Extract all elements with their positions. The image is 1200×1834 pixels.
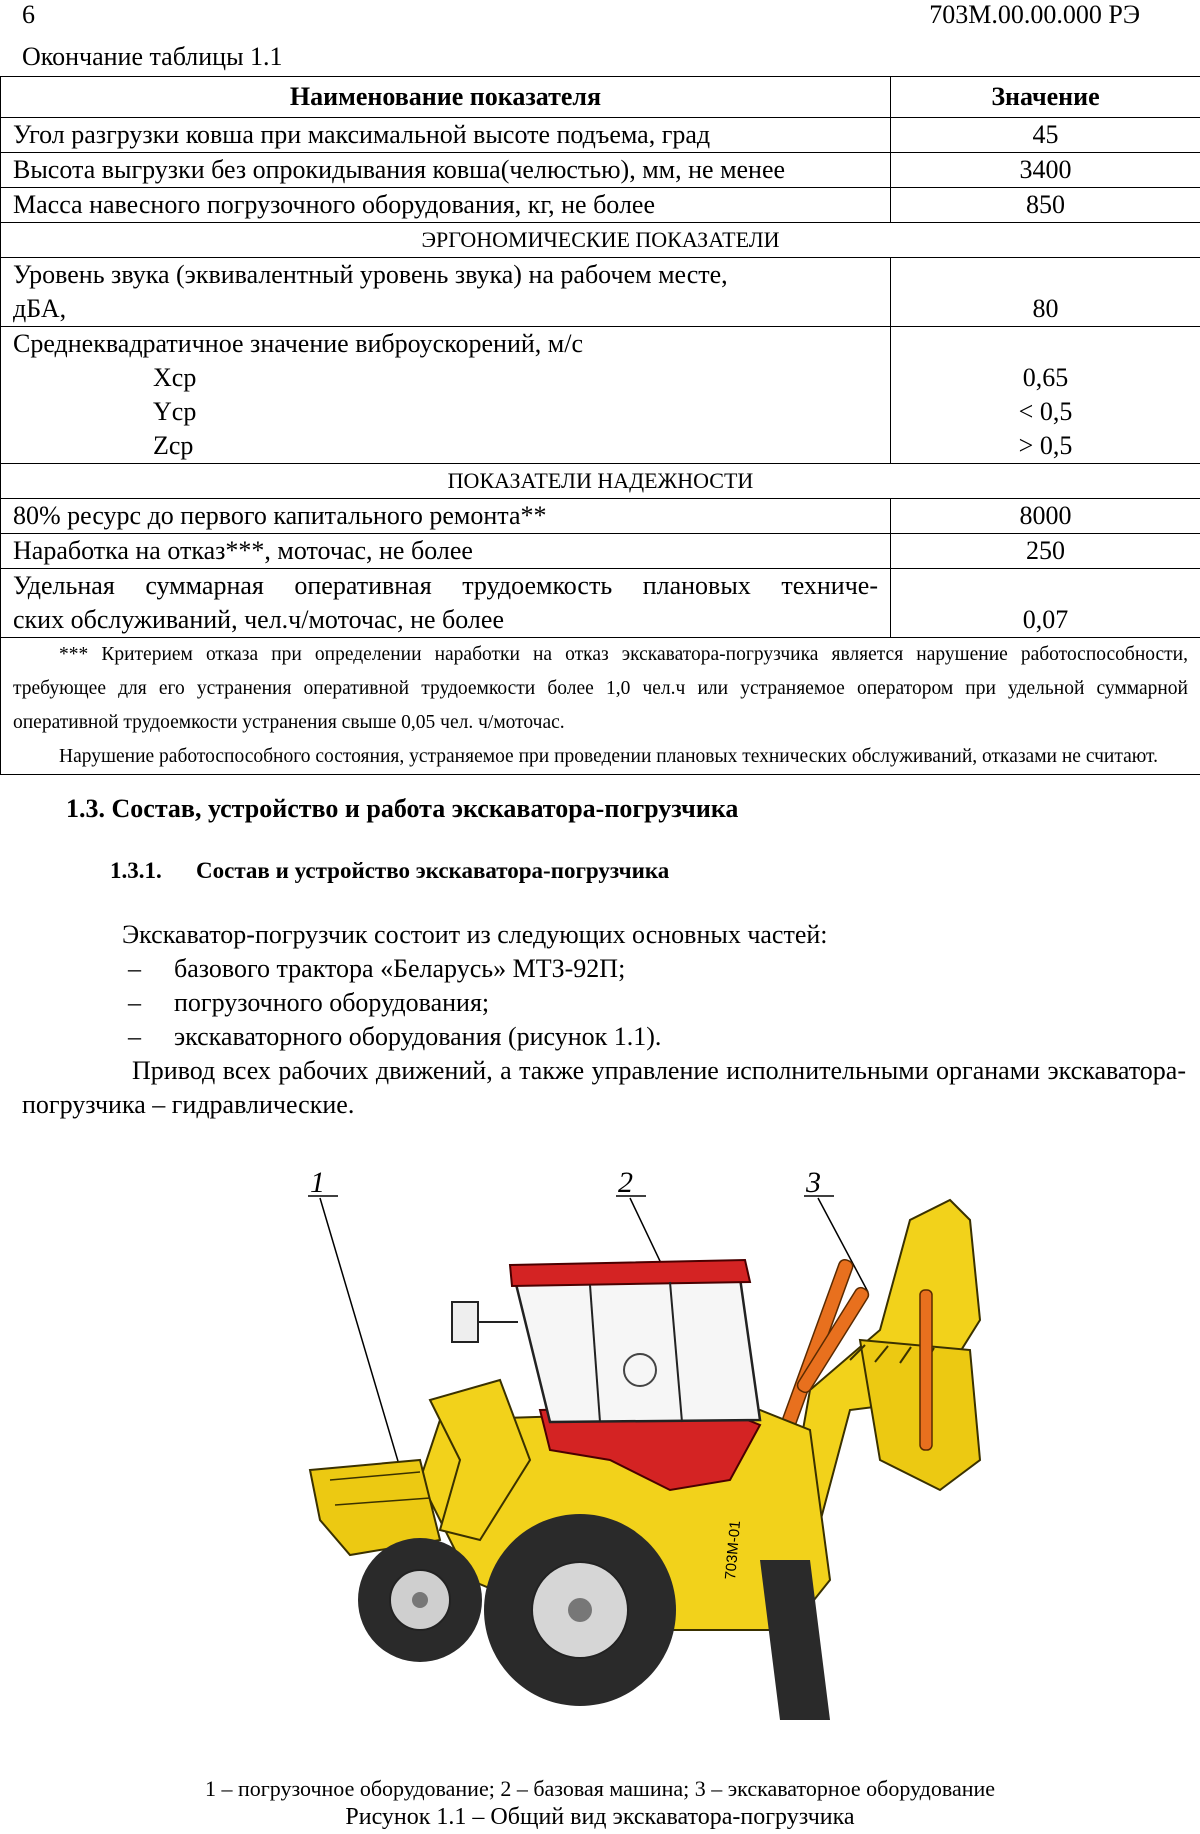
table-row-sound xyxy=(1,258,1200,327)
list-item-text: базового трактора «Беларусь» МТЗ-92П; xyxy=(174,954,626,983)
backhoe-loader-illustration xyxy=(290,1160,990,1740)
callout-number: 3 xyxy=(806,1166,821,1199)
footnote-text: *** Критерием отказа при определении наработки на отказ экскаватора-погрузчика является нарушение работоспособности, требующее для его устранения оперативной трудоемкости более 1,0 чел.ч или устраняемое оператором при удельной суммарной оперативной трудоемкости устранения свыше 0,05 чел. ч/моточас. xyxy=(13,644,1188,733)
document-code: 703М.00.00.000 РЭ xyxy=(929,0,1140,29)
callout-number: 1 xyxy=(310,1166,325,1199)
intro-paragraph: Экскаватор-погрузчик состоит из следующих основных частей: xyxy=(122,920,828,949)
row-name-line: дБА, xyxy=(13,294,67,323)
row-value: 3400 xyxy=(891,153,1200,188)
table-row xyxy=(1,188,1200,223)
section-title: ЭРГОНОМИЧЕСКИЕ ПОКАЗАТЕЛИ xyxy=(1,223,1200,258)
machine-marking: 703М-01 xyxy=(722,1519,745,1581)
row-value: 0,07 xyxy=(891,569,1200,638)
callout-number: 2 xyxy=(618,1166,633,1199)
list-dash: – xyxy=(128,988,141,1017)
row-name xyxy=(1,327,891,464)
axis-label: Yср xyxy=(153,397,197,426)
column-header-value: Значение xyxy=(891,77,1200,118)
table-row xyxy=(1,499,1200,534)
row-value: 850 xyxy=(891,188,1200,223)
row-value xyxy=(891,327,1200,464)
table-header-row xyxy=(1,77,1200,118)
list-item xyxy=(22,952,1186,986)
section-row-reliability xyxy=(1,464,1200,499)
axis-value: 0,65 xyxy=(1022,363,1069,392)
subsection-heading xyxy=(110,858,669,884)
footnote-row xyxy=(1,638,1200,775)
parameters-table xyxy=(0,76,1200,775)
table-row xyxy=(1,534,1200,569)
row-name-line: Уровень звука (эквивалентный уровень звука) на рабочем месте, xyxy=(13,260,728,289)
row-name: Наработка на отказ***, моточас, не более xyxy=(1,534,891,569)
row-name-line: Среднеквадратичное значение виброускорений, м/с xyxy=(13,329,583,358)
figure-caption: Рисунок 1.1 – Общий вид экскаватора-погрузчика xyxy=(345,1804,855,1830)
list-item xyxy=(22,1020,1186,1054)
section-row-ergonomic xyxy=(1,223,1200,258)
footnote-text: Нарушение работоспособного состояния, устраняемое при проведении плановых технических обслуживаний, отказами не считают. xyxy=(59,746,1158,767)
axis-value: > 0,5 xyxy=(1018,431,1073,460)
list-item-text: экскаваторного оборудования (рисунок 1.1). xyxy=(174,1022,662,1051)
section-title: ПОКАЗАТЕЛИ НАДЕЖНОСТИ xyxy=(1,464,1200,499)
row-name xyxy=(1,569,891,638)
page-number: 6 xyxy=(22,0,35,29)
subsection-number: 1.3.1. xyxy=(110,858,162,883)
row-value: 250 xyxy=(891,534,1200,569)
row-name-line: Удельная суммарная оперативная трудоемкость плановых техниче- xyxy=(13,571,878,600)
table-row-labor xyxy=(1,569,1200,638)
axis-label: Xср xyxy=(153,363,197,392)
table-row-vibration xyxy=(1,327,1200,464)
row-name: Угол разгрузки ковша при максимальной высоте подъема, град xyxy=(1,118,891,153)
table-row xyxy=(1,118,1200,153)
list-item-text: погрузочного оборудования; xyxy=(174,988,490,1017)
figure-legend: 1 – погрузочное оборудование; 2 – базовая машина; 3 – экскаваторное оборудование xyxy=(204,1776,996,1801)
axis-label: Zср xyxy=(153,431,194,460)
section-heading: 1.3. Состав, устройство и работа экскаватора-погрузчика xyxy=(66,794,739,823)
row-value: 80 xyxy=(891,258,1200,327)
list-item xyxy=(22,986,1186,1020)
row-name xyxy=(1,258,891,327)
row-name: Высота выгрузки без опрокидывания ковша(челюстью), мм, не менее xyxy=(1,153,891,188)
drive-paragraph: Привод всех рабочих движений, а также управление исполнительными органами экскаватора-погрузчика – гидравлические. xyxy=(22,1056,1186,1119)
list-dash: – xyxy=(128,954,141,983)
row-value: 8000 xyxy=(891,499,1200,534)
row-name-line: ских обслуживаний, чел.ч/моточас, не более xyxy=(13,605,504,634)
list-dash: – xyxy=(128,1022,141,1051)
row-name: 80% ресурс до первого капитального ремонта** xyxy=(1,499,891,534)
table-caption: Окончание таблицы 1.1 xyxy=(22,42,283,71)
parts-list xyxy=(22,952,1186,1054)
row-name: Масса навесного погрузочного оборудования, кг, не более xyxy=(1,188,891,223)
axis-value: < 0,5 xyxy=(1018,397,1073,426)
subsection-title: Состав и устройство экскаватора-погрузчика xyxy=(196,858,670,883)
table-row xyxy=(1,153,1200,188)
backhoe-loader-figure xyxy=(290,1160,990,1740)
column-header-name: Наименование показателя xyxy=(1,77,891,118)
row-value: 45 xyxy=(891,118,1200,153)
footnote-cell xyxy=(1,638,1200,775)
